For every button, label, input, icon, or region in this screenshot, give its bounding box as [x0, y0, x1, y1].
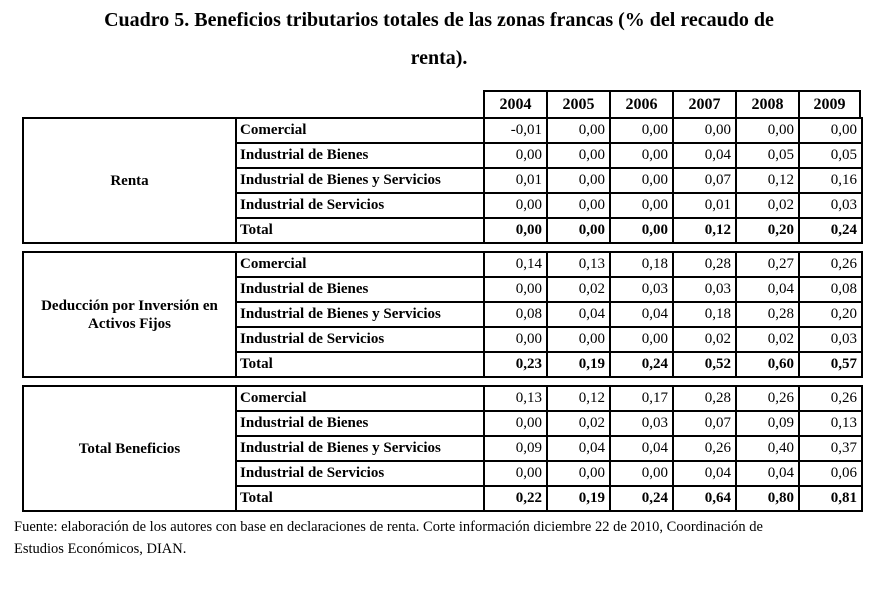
table-area [22, 90, 862, 512]
value-cell: 0,05 [799, 143, 862, 168]
value-cell: 0,04 [610, 436, 673, 461]
value-cell: 0,02 [736, 327, 799, 352]
value-cell: 0,24 [799, 218, 862, 243]
value-cell: 0,60 [736, 352, 799, 377]
value-cell: 0,07 [673, 411, 736, 436]
value-cell: -0,01 [484, 118, 547, 143]
value-cell: 0,00 [799, 118, 862, 143]
table-block-2 [22, 385, 863, 512]
table-blocks [22, 117, 862, 512]
value-cell: 0,12 [736, 168, 799, 193]
source-note [14, 516, 878, 560]
year-header-cell: 2005 [546, 90, 609, 117]
value-cell: 0,00 [547, 143, 610, 168]
value-cell: 0,40 [736, 436, 799, 461]
value-cell: 0,04 [736, 277, 799, 302]
value-cell: 0,07 [673, 168, 736, 193]
value-cell: 0,05 [736, 143, 799, 168]
value-cell: 0,17 [610, 386, 673, 411]
value-cell: 0,20 [799, 302, 862, 327]
category-label: Total [236, 486, 484, 511]
year-header-spacer [22, 90, 483, 117]
value-cell: 0,03 [799, 193, 862, 218]
group-label: Total Beneficios [23, 386, 236, 511]
value-cell: 0,03 [673, 277, 736, 302]
value-cell: 0,02 [736, 193, 799, 218]
value-cell: 0,13 [547, 252, 610, 277]
value-cell: 0,00 [610, 143, 673, 168]
value-cell: 0,00 [610, 461, 673, 486]
value-cell: 0,18 [673, 302, 736, 327]
value-cell: 0,04 [673, 143, 736, 168]
value-cell: 0,22 [484, 486, 547, 511]
year-header-cell: 2007 [672, 90, 735, 117]
value-cell: 0,14 [484, 252, 547, 277]
value-cell: 0,02 [547, 277, 610, 302]
value-cell: 0,04 [673, 461, 736, 486]
value-cell: 0,12 [547, 386, 610, 411]
value-cell: 0,00 [484, 143, 547, 168]
category-label: Comercial [236, 118, 484, 143]
category-label: Total [236, 218, 484, 243]
category-label: Industrial de Servicios [236, 461, 484, 486]
value-cell: 0,00 [484, 277, 547, 302]
value-cell: 0,01 [484, 168, 547, 193]
value-cell: 0,28 [673, 386, 736, 411]
value-cell: 0,00 [610, 193, 673, 218]
value-cell: 0,12 [673, 218, 736, 243]
category-label: Industrial de Bienes y Servicios [236, 302, 484, 327]
category-label: Industrial de Bienes y Servicios [236, 168, 484, 193]
value-cell: 0,00 [484, 327, 547, 352]
value-cell: 0,00 [484, 461, 547, 486]
value-cell: 0,16 [799, 168, 862, 193]
category-label: Total [236, 352, 484, 377]
value-cell: 0,01 [673, 193, 736, 218]
year-header-row [22, 90, 862, 117]
table-row [23, 252, 862, 277]
value-cell: 0,09 [736, 411, 799, 436]
value-cell: 0,00 [547, 118, 610, 143]
value-cell: 0,04 [547, 436, 610, 461]
value-cell: 0,03 [610, 277, 673, 302]
value-cell: 0,28 [673, 252, 736, 277]
table-row [23, 118, 862, 143]
year-header-cell: 2009 [798, 90, 861, 117]
year-header-cell: 2004 [483, 90, 546, 117]
value-cell: 0,64 [673, 486, 736, 511]
value-cell: 0,03 [799, 327, 862, 352]
value-cell: 0,00 [610, 118, 673, 143]
table-row [23, 386, 862, 411]
value-cell: 0,57 [799, 352, 862, 377]
category-label: Comercial [236, 252, 484, 277]
category-label: Comercial [236, 386, 484, 411]
value-cell: 0,27 [736, 252, 799, 277]
value-cell: 0,04 [610, 302, 673, 327]
category-label: Industrial de Bienes [236, 277, 484, 302]
value-cell: 0,00 [547, 327, 610, 352]
year-header-cell: 2006 [609, 90, 672, 117]
value-cell: 0,26 [736, 386, 799, 411]
group-label: Deducción por Inversión en Activos Fijos [23, 252, 236, 377]
value-cell: 0,00 [547, 461, 610, 486]
value-cell: 0,26 [799, 252, 862, 277]
year-header-cell: 2008 [735, 90, 798, 117]
value-cell: 0,00 [673, 118, 736, 143]
value-cell: 0,24 [610, 352, 673, 377]
value-cell: 0,00 [547, 218, 610, 243]
value-cell: 0,24 [610, 486, 673, 511]
value-cell: 0,00 [610, 218, 673, 243]
value-cell: 0,28 [736, 302, 799, 327]
table-block-0 [22, 117, 863, 244]
value-cell: 0,08 [799, 277, 862, 302]
value-cell: 0,00 [484, 193, 547, 218]
value-cell: 0,04 [547, 302, 610, 327]
value-cell: 0,00 [736, 118, 799, 143]
value-cell: 0,19 [547, 486, 610, 511]
value-cell: 0,20 [736, 218, 799, 243]
value-cell: 0,02 [673, 327, 736, 352]
value-cell: 0,00 [547, 193, 610, 218]
value-cell: 0,02 [547, 411, 610, 436]
table-block-1 [22, 251, 863, 378]
value-cell: 0,00 [484, 411, 547, 436]
value-cell: 0,04 [736, 461, 799, 486]
value-cell: 0,00 [610, 327, 673, 352]
category-label: Industrial de Servicios [236, 327, 484, 352]
value-cell: 0,00 [610, 168, 673, 193]
value-cell: 0,03 [610, 411, 673, 436]
value-cell: 0,81 [799, 486, 862, 511]
table-title-line2: renta). [410, 47, 468, 69]
category-label: Industrial de Servicios [236, 193, 484, 218]
value-cell: 0,26 [673, 436, 736, 461]
value-cell: 0,08 [484, 302, 547, 327]
category-label: Industrial de Bienes [236, 411, 484, 436]
value-cell: 0,06 [799, 461, 862, 486]
value-cell: 0,00 [547, 168, 610, 193]
value-cell: 0,80 [736, 486, 799, 511]
value-cell: 0,37 [799, 436, 862, 461]
value-cell: 0,18 [610, 252, 673, 277]
value-cell: 0,09 [484, 436, 547, 461]
value-cell: 0,26 [799, 386, 862, 411]
value-cell: 0,52 [673, 352, 736, 377]
table-title-line1: Cuadro 5. Beneficios tributarios totales de las zonas francas (% del recaudo de [104, 9, 774, 31]
value-cell: 0,00 [484, 218, 547, 243]
value-cell: 0,13 [484, 386, 547, 411]
value-cell: 0,13 [799, 411, 862, 436]
value-cell: 0,23 [484, 352, 547, 377]
source-note-line2: Estudios Económicos, DIAN. [14, 541, 187, 557]
value-cell: 0,19 [547, 352, 610, 377]
category-label: Industrial de Bienes [236, 143, 484, 168]
category-label: Industrial de Bienes y Servicios [236, 436, 484, 461]
source-note-line1: Fuente: elaboración de los autores con base en declaraciones de renta. Corte información diciembre 22 de 2010, Coordinación de [14, 519, 763, 535]
group-label: Renta [23, 118, 236, 243]
